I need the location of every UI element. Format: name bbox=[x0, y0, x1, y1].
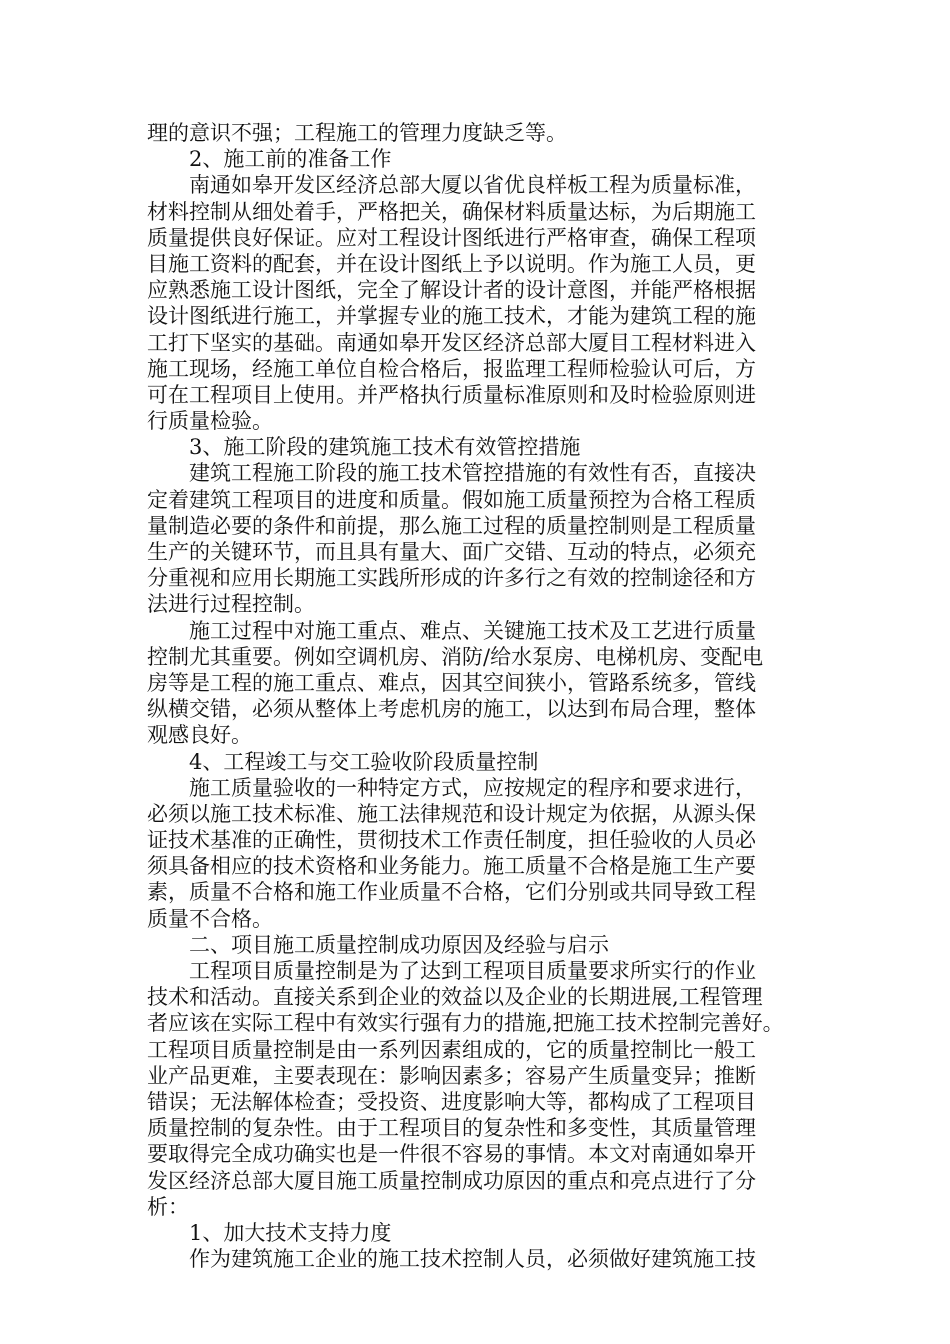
text-line: 可在工程项目上使用。并严格执行质量标准原则和及时检验原则进 bbox=[147, 382, 756, 407]
text-line: 4、工程竣工与交工验收阶段质量控制 bbox=[189, 749, 539, 774]
text-line: 者应该在实际工程中有效实行强有力的措施,把施工技术控制完善好。 bbox=[147, 1011, 784, 1036]
text-line: 南通如皋开发区经济总部大厦以省优良样板工程为质量标准， bbox=[189, 173, 756, 198]
text-line: 纵横交错，必须从整体上考虑机房的施工，以达到布局合理，整体 bbox=[147, 697, 756, 722]
text-line: 质量提供良好保证。应对工程设计图纸进行严格审查，确保工程项 bbox=[147, 225, 756, 250]
text-line: 建筑工程施工阶段的施工技术管控措施的有效性有否，直接决 bbox=[189, 461, 756, 486]
text-line: 析： bbox=[147, 1194, 189, 1219]
text-line: 法进行过程控制。 bbox=[147, 592, 315, 617]
text-line: 二、项目施工质量控制成功原因及经验与启示 bbox=[189, 932, 609, 957]
text-line: 工程项目质量控制是为了达到工程项目质量要求所实行的作业 bbox=[189, 959, 756, 983]
text-line: 设计图纸进行施工，并掌握专业的施工技术，才能为建筑工程的施 bbox=[147, 304, 756, 329]
text-line: 行质量检验。 bbox=[147, 409, 273, 434]
text-line: 应熟悉施工设计图纸，完全了解设计者的设计意图，并能严格根据 bbox=[147, 278, 756, 303]
text-line: 证技术基准的正确性，贯彻技术工作责任制度，担任验收的人员必 bbox=[147, 828, 756, 853]
text-line: 量制造必要的条件和前提，那么施工过程的质量控制则是工程质量 bbox=[147, 513, 756, 538]
text-line: 必须以施工技术标准、施工法律规范和设计规定为依据，从源头保 bbox=[147, 801, 756, 826]
text-line: 工程项目质量控制是由一系列因素组成的，它的质量控制比一般工 bbox=[147, 1037, 756, 1062]
text-line: 要取得完全成功确实也是一件很不容易的事情。本文对南通如皋开 bbox=[147, 1142, 756, 1167]
text-line: 质量控制的复杂性。由于工程项目的复杂性和多变性，其质量管理 bbox=[147, 1116, 756, 1141]
text-line: 定着建筑工程项目的进度和质量。假如施工质量预控为合格工程质 bbox=[147, 487, 756, 512]
text-line: 生产的关键环节，而且具有量大、面广交错、互动的特点，必须充 bbox=[147, 540, 756, 564]
text-line: 1、加大技术支持力度 bbox=[189, 1220, 392, 1245]
text-line: 理的意识不强；工程施工的管理力度缺乏等。 bbox=[147, 121, 567, 145]
text-line: 发区经济总部大厦目施工质量控制成功原因的重点和亮点进行了分 bbox=[147, 1168, 756, 1193]
text-line: 业产品更难，主要表现在：影响因素多；容易产生质量变异；推断 bbox=[147, 1063, 756, 1088]
text-line: 素，质量不合格和施工作业质量不合格，它们分别或共同导致工程 bbox=[147, 880, 756, 905]
text-line: 工打下坚实的基础。南通如皋开发区经济总部大厦目工程材料进入 bbox=[147, 330, 756, 355]
text-line: 2、施工前的准备工作 bbox=[189, 147, 392, 172]
text-line: 技术和活动。直接关系到企业的效益以及企业的长期进展,工程管理 bbox=[147, 985, 763, 1010]
text-line: 错误；无法解体检查；受投资、进度影响大等，都构成了工程项目 bbox=[147, 1089, 756, 1114]
text-line: 施工过程中对施工重点、难点、关键施工技术及工艺进行质量 bbox=[189, 618, 756, 643]
text-line: 须具备相应的技术资格和业务能力。施工质量不合格是施工生产要 bbox=[147, 854, 756, 879]
text-line: 施工质量验收的一种特定方式，应按规定的程序和要求进行， bbox=[189, 775, 756, 800]
text-line: 分重视和应用长期施工实践所形成的许多行之有效的控制途径和方 bbox=[147, 566, 756, 591]
text-line: 房等是工程的施工重点、难点，因其空间狭小，管路系统多，管线 bbox=[147, 670, 756, 695]
text-line: 3、施工阶段的建筑施工技术有效管控措施 bbox=[189, 435, 581, 460]
document-body bbox=[147, 120, 807, 1272]
text-line: 控制尤其重要。例如空调机房、消防/给水泵房、电梯机房、变配电 bbox=[147, 644, 764, 669]
text-line: 材料控制从细处着手，严格把关，确保材料质量达标，为后期施工 bbox=[147, 199, 756, 224]
text-line: 作为建筑施工企业的施工技术控制人员，必须做好建筑施工技 bbox=[189, 1247, 756, 1272]
text-line: 施工现场，经施工单位自检合格后，报监理工程师检验认可后，方 bbox=[147, 356, 756, 381]
text-line: 目施工资料的配套，并在设计图纸上予以说明。作为施工人员，更 bbox=[147, 251, 756, 276]
text-line: 观感良好。 bbox=[147, 723, 252, 748]
text-line: 质量不合格。 bbox=[147, 906, 273, 931]
